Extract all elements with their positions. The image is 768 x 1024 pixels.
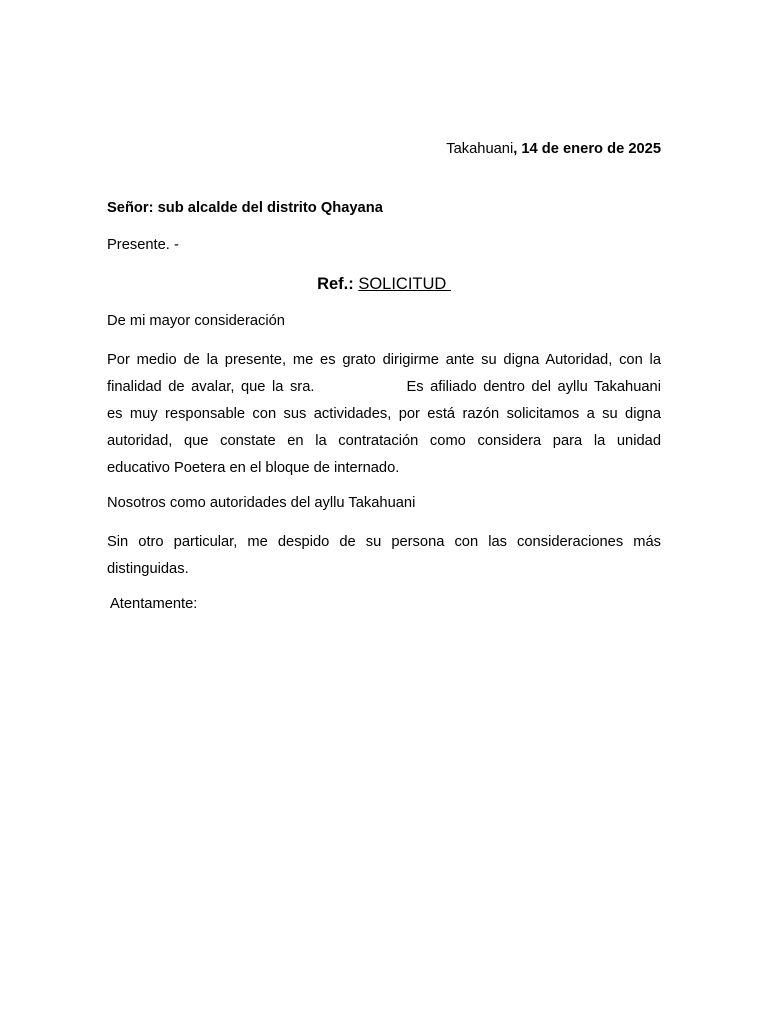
closing-paragraph (107, 529, 661, 583)
body-line (107, 374, 661, 401)
body-line: autoridad, que constate en la contratación como considera para la unidad (107, 433, 661, 449)
ref-value: SOLICITUD (358, 275, 451, 293)
date-line (107, 138, 661, 160)
date-place: Takahuani (446, 141, 514, 157)
greeting: De mi mayor consideración (107, 313, 285, 329)
letter-body (107, 138, 661, 615)
presente-line: Presente. - (107, 237, 179, 253)
sign-off: Atentamente: (110, 596, 198, 612)
closing-line: Sin otro particular, me despido de su persona con las consideraciones más (107, 534, 661, 550)
closing-line: distinguidas. (107, 561, 189, 577)
body-line-part: finalidad de avalar, que la sra. (107, 379, 315, 395)
addressee: Señor: sub alcalde del distrito Qhayana (107, 200, 383, 216)
date-value: , 14 de enero de 2025 (513, 141, 661, 157)
body-line: es muy responsable con sus actividades, por está razón solicitamos a su digna (107, 406, 661, 422)
reference-line (107, 272, 661, 296)
body-paragraph (107, 347, 661, 482)
body-line-part: Es afiliado dentro del ayllu Takahuani (406, 379, 661, 395)
authorities-line: Nosotros como autoridades del ayllu Takahuani (107, 495, 416, 511)
body-line: educativo Poetera en el bloque de internado. (107, 460, 400, 476)
ref-label: Ref.: (317, 275, 359, 293)
body-line: Por medio de la presente, me es grato dirigirme ante su digna Autoridad, con la (107, 352, 661, 368)
